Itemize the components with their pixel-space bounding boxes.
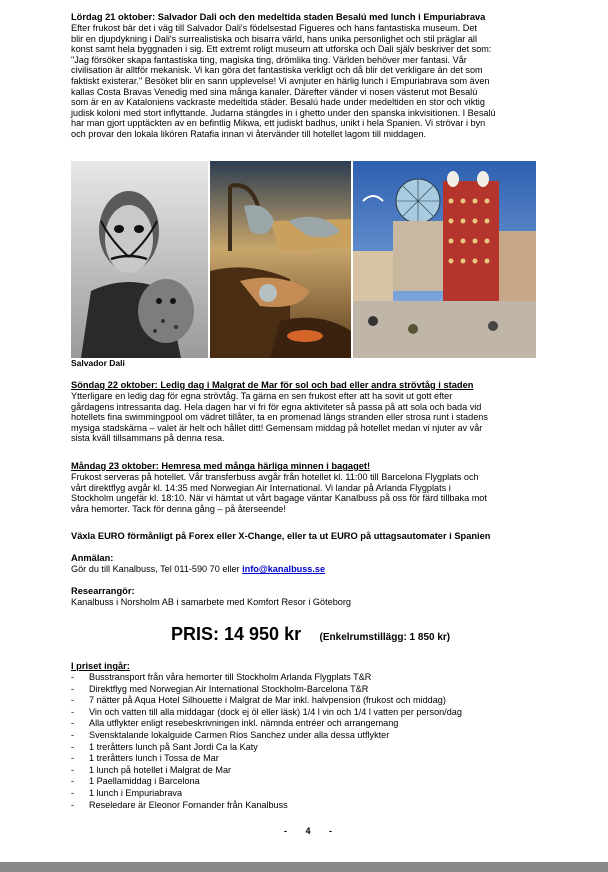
booking-email-link[interactable]: info@kanalbuss.se (242, 564, 326, 574)
included-section (71, 661, 537, 811)
included-item: - Busstransport från våra hemorter till Stockholm Arlanda Flygplats T&R (71, 672, 537, 684)
day2-line: mysiga stadskärna – valet är helt och hållet ditt! Gemensam middag på hotellet medan vi njuter av vår (71, 422, 483, 433)
day1-line: judisk koloni med stort inflyttande. Judarna stängdes in i ghetto under den spanska inkvisitionen. I Besalú (71, 107, 496, 118)
day2-line: sista kväll tillsammans på denna resa. (71, 433, 225, 444)
included-item: - Svensktalande lokalguide Carmen Rios Sanchez under alla dessa utflykter (71, 730, 537, 742)
day1-heading: Lördag 21 oktober: Salvador Dali och den medeltida staden Besalú med lunch i Empuriabrava (71, 12, 486, 22)
booking-text (71, 564, 537, 575)
included-item: - Vin och vatten till alla middagar (dock ej öl eller läsk) 1/4 l vin och 1/4 l vatten per person/dag (71, 707, 537, 719)
day3-line: Stockholm ungefär kl. 18:10. När vi hämtat ut vårt bagage väntar Kanalbuss på oss för färd tillbaka mot (71, 493, 487, 504)
day1-line: "Jag försöker skapa fantastiska ting, magiska ting, drömlika ting. Världen behöver mer fantasi. Vår (71, 54, 467, 65)
currency-section (71, 531, 537, 542)
day1-line: Efter frukost bär det i väg till Salvador Dali's födelsestad Figueres och hans fantastiska museum. Det (71, 23, 477, 33)
day1-line: kallas Costa Bravas Venedig med sina många kanaler. Därefter vänder vi nosen västerut mot Besalú (71, 86, 478, 97)
day2-body (71, 391, 537, 444)
day3-line: Frukost serveras på hotellet. Vår transferbuss avgår från hotellet kl. 11:00 till Barcelona Flygplats och (71, 472, 479, 482)
day2-line: gårdagens intressanta dag. Hela dagen har vi fri för egna aktiviteter så passa på att sola och bada vid (71, 401, 482, 412)
day1-line: blir en djupdykning i Dali's surrealistiska och bisarra värld, hans unika personlighet och stil präglar all (71, 33, 477, 44)
organizer-text: Kanalbuss i Norsholm AB i samarbete med Komfort Resor i Göteborg (71, 597, 351, 607)
included-item: - 7 nätter på Aqua Hotel Silhouette i Malgrat de Mar inkl. halvpension (frukost och middag) (71, 695, 537, 707)
organizer-heading: Researrangör: (71, 586, 135, 596)
included-item: - Direktflyg med Norwegian Air International Stockholm-Barcelona T&R (71, 684, 537, 696)
included-item: - 1 Paellamiddag i Barcelona (71, 776, 537, 788)
price-main: PRIS: 14 950 kr (171, 624, 302, 644)
day1-line: faktiskt existerar." Besöket blir en sann upplevelse! Vi avnjuter en härlig lunch i Empuriabrava som även (71, 75, 490, 86)
included-list (71, 672, 537, 811)
price-single-supplement: (Enkelrumstillägg: 1 850 kr) (319, 632, 451, 643)
day1-line: och provar den lokala likören Ratafia innan vi återvänder till hotellet lagom till middagen. (71, 128, 427, 139)
salvador-dali-portrait-photo (71, 161, 208, 358)
price-row (171, 624, 450, 645)
day3-section (71, 461, 537, 514)
footer-bar (0, 862, 608, 872)
persistence-of-memory-painting (210, 161, 351, 358)
photo-caption: Salvador Dali (71, 358, 125, 368)
day1-body (71, 23, 541, 140)
included-item: - 1 treråtters lunch i Tossa de Mar (71, 753, 537, 765)
included-item: - Alla utflykter enligt resebeskrivningen inkl. nämnda entréer och arrangemang (71, 718, 537, 730)
day3-line: våra hemorter. Tack för denna gång – på återseende! (71, 503, 286, 514)
dali-theatre-museum-photo (353, 161, 536, 358)
page-number: - 4 - (284, 826, 341, 836)
day3-line: vårt direktflyg avgår kl. 14:35 med Norwegian Air International. Vi landar på Arlanda Flygplats i (71, 482, 451, 493)
booking-phone-text: Gör du till Kanalbuss, Tel 011-590 70 eller (71, 564, 243, 574)
included-item: - 1 treråtters lunch på Sant Jordi Ca la Katy (71, 742, 537, 754)
day1-section (71, 12, 541, 140)
day3-body (71, 472, 537, 514)
day2-line: hotellets fina swimmingpool om vädret tillåter, ta en promenad längs stranden eller strosa runt i stadens (71, 412, 488, 423)
booking-section (71, 553, 537, 575)
day2-heading: Söndag 22 oktober: Ledig dag i Malgrat de Mar för sol och bad eller andra strövtåg i staden (71, 380, 474, 390)
day1-line: har man gjort upptäckten av en befintlig Mikwa, ett judiskt badhus, unikt i hela Spanien. Vi strövar i byn (71, 118, 486, 129)
day1-line: konst samt hela byggnaden i sig. Ett extremt roligt museum att utforska och Dali själv beskriver det som: (71, 44, 492, 55)
day2-line: Ytterligare en ledig dag för egna strövtåg. Ta gärna en sen frukost efter att ha sovit ut gott efter (71, 391, 453, 401)
organizer-section (71, 586, 537, 608)
day1-line: som är en av Kataloniens vackraste medeltida städer. Besalú hade under medeltiden en stor och viktig (71, 97, 485, 108)
currency-note: Växla EURO förmånligt på Forex eller X-Change, eller ta ut EURO på uttagsautomater i Spanien (71, 531, 491, 541)
day1-line: civilisation är alltför mekanisk. Vi kan göra det fantastiska verkligt och då blir det verkligare än det som (71, 65, 483, 76)
photo-strip (71, 161, 536, 358)
day3-heading: Måndag 23 oktober: Hemresa med många härliga minnen i bagaget! (71, 461, 371, 471)
day2-section (71, 380, 537, 444)
included-item: - Reseledare är Eleonor Fornander från Kanalbuss (71, 800, 537, 812)
booking-heading: Anmälan: (71, 553, 114, 563)
included-item: - 1 lunch i Empuriabrava (71, 788, 537, 800)
included-item: - 1 lunch på hotellet i Malgrat de Mar (71, 765, 537, 777)
included-heading: I priset ingår: (71, 661, 130, 671)
